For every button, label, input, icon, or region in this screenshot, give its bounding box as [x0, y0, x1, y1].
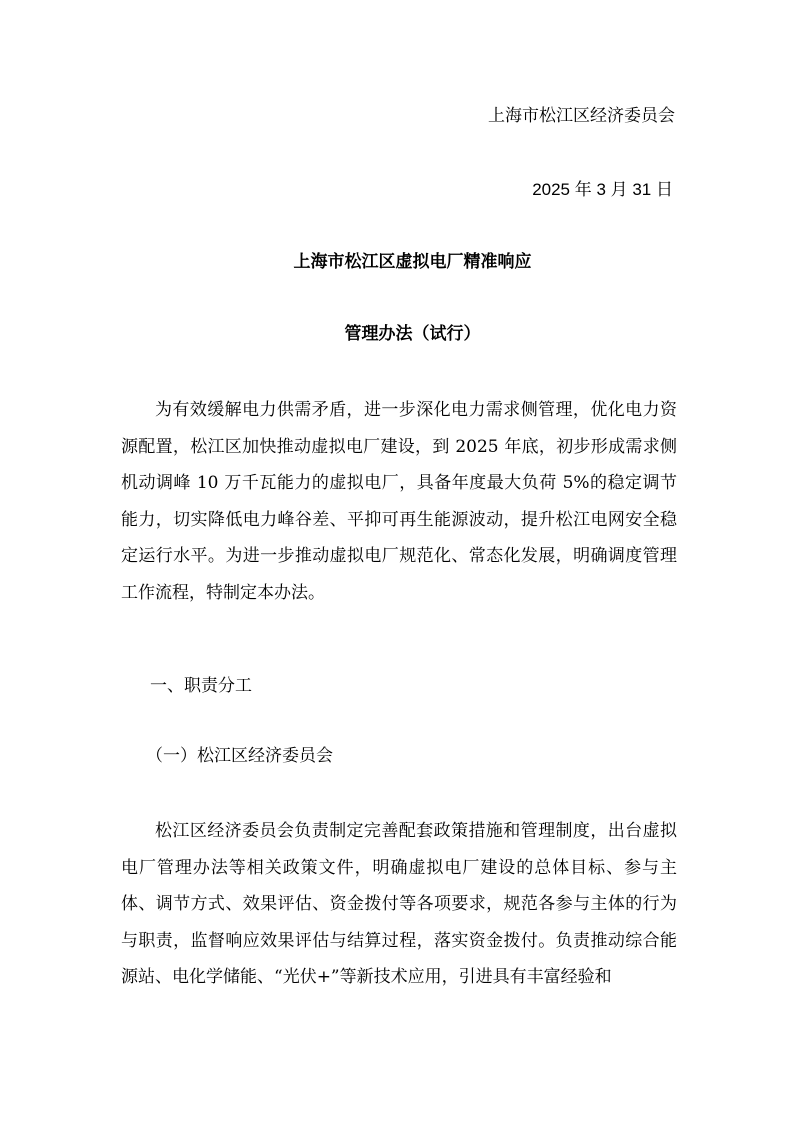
preamble-paragraph: 为有效缓解电力供需矛盾，进一步深化电力需求侧管理，优化电力资源配置，松江区加快推动虚拟电厂建设，到 2025 年底，初步形成需求侧机动调峰 10 万千瓦能力的虚拟电厂，具备年度最大负荷 5%的稳定调节能力，切实降低电力峰谷差、平抑可再生能源波动，提升松江电网安全稳定运行水平。为进一步推动虚拟电厂规范化、常态化发展，明确调度管理工作流程，特制定本办法。 — [121, 400, 677, 603]
subsection-heading-economic-committee: （一）松江区经济委员会 — [146, 746, 333, 766]
economic-committee-paragraph: 松江区经济委员会负责制定完善配套政策措施和管理制度，出台虚拟电厂管理办法等相关政策文件，明确虚拟电厂建设的总体目标、参与主体、调节方式、效果评估、资金拨付等各项要求，规范各参与主体的行为与职责，监督响应效果评估与结算过程，落实资金拨付。负责推动综合能源站、电化学储能、“光伏+”等新技术应用，引进具有丰富经验和 — [121, 821, 677, 987]
document-title-line-1: 上海市松江区虚拟电厂精准响应 — [293, 252, 532, 272]
document-title-line-2: 管理办法（试行） — [344, 324, 481, 344]
issue-date: 2025 年 3 月 31 日 — [532, 180, 673, 199]
issuer-name: 上海市松江区经济委员会 — [488, 106, 675, 126]
section-heading-responsibilities: 一、职责分工 — [150, 676, 252, 696]
